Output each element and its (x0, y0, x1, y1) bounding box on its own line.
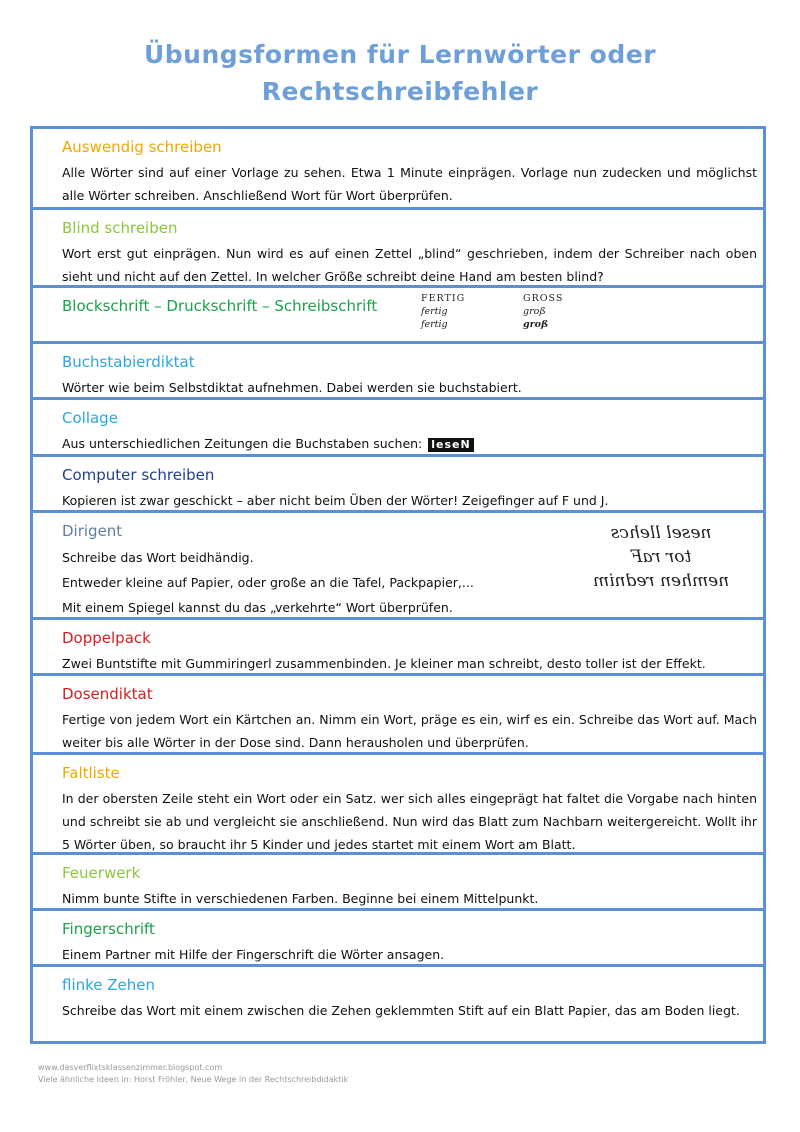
section-text: Wörter wie beim Selbstdiktat aufnehmen. Dabei werden sie buchstabiert. (62, 380, 522, 395)
section-heading: Blockschrift – Druckschrift – Schreibschrift (62, 297, 378, 315)
section-heading: Auswendig schreiben (62, 138, 222, 156)
section-line: Mit einem Spiegel kannst du das „verkehrte“ Wort überprüfen. (62, 600, 453, 615)
section-heading: Computer schreiben (62, 466, 215, 484)
section-heading: Doppelpack (62, 629, 151, 647)
section-line: Entweder kleine auf Papier, oder große an die Tafel, Packpapier,... (62, 575, 474, 590)
section-text: Einem Partner mit Hilfe der Fingerschrift die Wörter ansagen. (62, 947, 445, 962)
footer (38, 1062, 348, 1086)
section-heading: Feuerwerk (62, 864, 141, 882)
section-text: Schreibe das Wort mit einem zwischen die Zehen geklemmten Stift auf ein Blatt Papier, das am Boden liegt. (62, 1003, 740, 1018)
mirror-writing-example (593, 521, 729, 593)
example-print: fertig (421, 306, 448, 317)
section-auswendig-schreiben (33, 129, 763, 207)
section-text: Alle Wörter sind auf einer Vorlage zu sehen. Etwa 1 Minute einprägen. Vorlage nun zudecken und möglichst alle Wörter schreiben. Anschließend Wort für Wort überprüfen. (62, 165, 757, 203)
mirror-line: nemhen rednim (593, 571, 730, 591)
page-title (0, 36, 800, 110)
section-text: Nimm bunte Stifte in verschiedenen Farben. Beginne bei einem Mittelpunkt. (62, 891, 539, 906)
collage-text: Aus unterschiedlichen Zeitungen die Buchstaben suchen: (62, 436, 423, 451)
section-computer-schreiben (33, 454, 763, 510)
handwriting-example-fertig (421, 292, 465, 331)
title-line-1: Übungsformen für Lernwörter oder (143, 40, 657, 69)
section-heading: Faltliste (62, 764, 120, 782)
mirror-line: tor raF (630, 547, 692, 567)
collage-word: leseN (428, 438, 473, 452)
footer-source: Viele ähnliche Ideen in: Horst Fröhler, Neue Wege in der Rechtschreibdidaktik (38, 1075, 349, 1084)
title-line-2: Rechtschreibfehler (261, 77, 539, 106)
section-heading: Buchstabierdiktat (62, 353, 195, 371)
handwriting-example-gross (523, 292, 563, 331)
footer-url: www.dasverflixtsklassenzimmer.blogspot.com (38, 1063, 223, 1072)
section-text: Wort erst gut einprägen. Nun wird es auf einen Zettel „blind“ geschrieben, indem der Schreiber nach oben sieht und nicht auf den Zettel. In welcher Größe schreibt deine Hand am besten blind? (62, 246, 757, 284)
section-blockschrift (33, 285, 763, 341)
section-text: Fertige von jedem Wort ein Kärtchen an. Nimm ein Wort, präge es ein, wirf es ein. Schreibe das Wort auf. Mach weiter bis alle Wörter in der Dose sind. Dann herausholen und überprüfen. (62, 712, 757, 750)
section-blind-schreiben (33, 207, 763, 285)
section-fingerschrift (33, 908, 763, 964)
section-feuerwerk (33, 852, 763, 908)
section-collage (33, 397, 763, 454)
example-cursive: fertig (421, 319, 448, 330)
section-dosendiktat (33, 673, 763, 752)
section-line: Schreibe das Wort beidhändig. (62, 550, 254, 565)
example-cursive: groß (523, 319, 549, 330)
section-heading: Blind schreiben (62, 219, 178, 237)
section-text: In der obersten Zeile steht ein Wort oder ein Satz. wer sich alles eingeprägt hat faltet die Vorgabe nach hinten und schreibt sie ab und vergleicht sie anschließend. Nun wird das Blatt zum Nachbarn weitergereicht. Wollt ihr 5 Wörter üben, so braucht ihr 5 Kinder und jedes startet mit einem Wort am Blatt. (62, 791, 757, 852)
section-heading: Collage (62, 409, 118, 427)
mirror-line: nesel llehcs (610, 523, 712, 543)
example-block: FERTIG (421, 293, 466, 304)
section-text (62, 432, 757, 455)
section-dirigent (33, 510, 763, 617)
section-faltliste (33, 752, 763, 852)
section-text: Zwei Buntstifte mit Gummiringerl zusammenbinden. Je kleiner man schreibt, desto toller ist der Effekt. (62, 656, 706, 671)
section-flinke-zehen (33, 964, 763, 1041)
section-text: Kopieren ist zwar geschickt – aber nicht beim Üben der Wörter! Zeigefinger auf F und J. (62, 493, 609, 508)
example-block: GROSS (523, 293, 564, 304)
section-buchstabierdiktat (33, 341, 763, 397)
example-print: groß (523, 306, 546, 317)
section-doppelpack (33, 617, 763, 673)
section-heading: Dirigent (62, 522, 123, 540)
exercise-table (30, 126, 766, 1044)
section-heading: Fingerschrift (62, 920, 155, 938)
section-heading: Dosendiktat (62, 685, 153, 703)
section-heading: flinke Zehen (62, 976, 156, 994)
